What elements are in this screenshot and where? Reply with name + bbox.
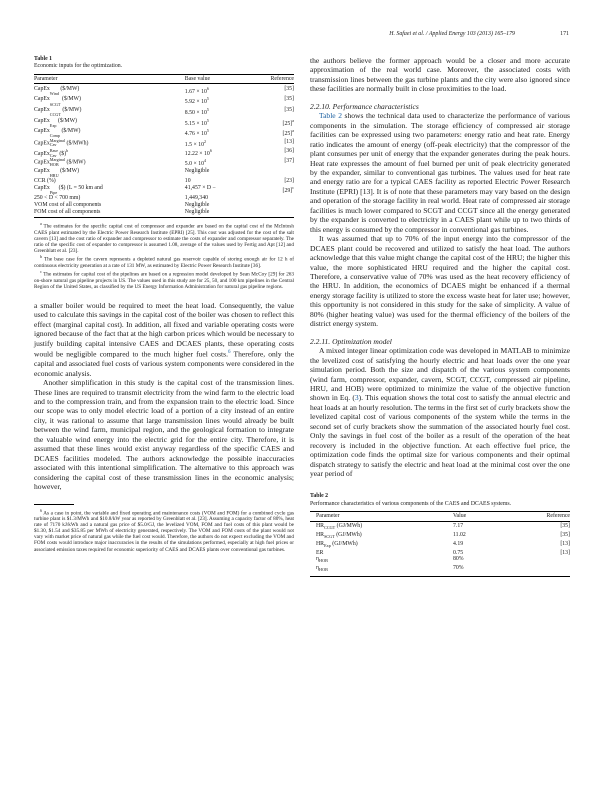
section-heading-optimization: 2.2.11. Optimization model <box>310 336 392 346</box>
param-main: FOM cost of all components <box>34 208 101 215</box>
table2-caption <box>310 493 570 508</box>
table1-parameter-cell <box>34 84 185 97</box>
value-text: 10 <box>184 178 191 185</box>
table1-value-cell <box>185 84 255 97</box>
left-paragraph-2: Another simplification in this study is the capital cost of the transmission lines. These lines are required to transmit electricity from the wind farm to the electric load and to the compression train, and from the expansion train to the electric load. Since our scope was to only model electric load of a portion of a city instead of an entire city, it was rational to assume that large transmission lines would already be built between the wind farm, municipal region, and the geological formation to integrate the valuable wind energy into the electric grid for the entire city. Therefore, it is assumed that these lines would exist anyway regardless of the specific CAES and DCAES facilities modeled. The authors acknowledge the possible inaccuracies associated with this intentional simplification. The alternative to this approach was considering the capital cost of these transmission lines in the economic analysis; however, <box>34 378 294 492</box>
param-subscript: Cav <box>49 152 57 158</box>
value-text: 8.50 × 10 <box>184 109 207 116</box>
table-row <box>310 532 570 541</box>
table1-reference-cell <box>255 107 294 118</box>
param-superscript: Base <box>49 148 58 154</box>
table2-value-cell: 11.02 <box>453 532 466 539</box>
table-row <box>34 185 294 196</box>
running-head <box>0 31 595 41</box>
value-exponent: 5 <box>206 96 209 102</box>
param-main: CapEx <box>34 85 50 92</box>
reference-link[interactable]: [23] <box>284 178 294 185</box>
table-row <box>34 158 294 168</box>
table-row <box>34 178 294 185</box>
param-subscript: CCGT <box>324 525 336 531</box>
table1-note-text: The estimates for the specific capital cost of compressor and expander are based on the capital cost of the McIntosh CAES plant estimated by the Electric Power Research Institute (EPRI) [25]. This cost was adjusted for the cost of the salt cavern [13] and the cost ratio of expander and compressor to estimate the costs of expander and compressor separately. The ratio of the specific cost of expander to compressor is assumed 1.08, average of the values used by Fertig and Apt [12] and Greenblatt et al. [23]. <box>34 223 294 255</box>
table-row <box>310 550 570 557</box>
right-paragraph-1 <box>310 111 570 234</box>
table1-reference-cell <box>255 84 294 97</box>
table2-reference-cell <box>523 565 570 576</box>
table2-parameter-cell <box>310 541 453 550</box>
table2-header-value: Value <box>453 512 523 522</box>
value-exponent: 2 <box>204 138 207 144</box>
reference-link[interactable]: [25] <box>282 131 293 138</box>
table-row <box>34 107 294 118</box>
table2-label: Table 2 <box>310 493 328 500</box>
value-exponent: 5 <box>206 107 209 113</box>
param-main: CapEx <box>34 159 50 166</box>
table1-note <box>34 221 294 254</box>
table1-parameter-cell <box>34 96 185 107</box>
table2-link[interactable]: Table 2 <box>319 111 342 121</box>
param-unit: ($/MW) <box>60 107 82 114</box>
table1-header-reference: Reference <box>255 74 294 84</box>
reference-link[interactable]: [35] <box>560 523 570 530</box>
table1-reference-cell <box>255 178 294 185</box>
param-unit: ($) (L = 50 km and <box>57 184 103 191</box>
table1-reference-cell <box>255 168 294 179</box>
table1-note-mark: b <box>40 254 42 260</box>
footnote-6-link[interactable]: 6 <box>227 350 231 356</box>
table1-notes <box>34 221 294 290</box>
table-row <box>310 521 570 532</box>
param-main: CCR (%) <box>34 178 56 185</box>
table1-value-cell <box>185 139 255 149</box>
value-exponent: 5 <box>206 128 209 134</box>
table1-reference-cell <box>255 185 294 196</box>
table1-value-cell <box>185 148 255 158</box>
value-exponent: 6 <box>209 148 212 154</box>
param-main: CapEx <box>34 107 50 114</box>
left-paragraph-1-text-b: Therefore, only the capital and associated fuel costs of various system components were considered in the economic analysis. <box>34 349 294 378</box>
reference-link[interactable]: [35] <box>284 85 294 92</box>
right-column <box>310 56 570 778</box>
reference-link[interactable]: [25] <box>282 120 293 127</box>
param-subscript: Wind <box>49 91 59 97</box>
value-text: 5.92 × 10 <box>184 99 207 106</box>
left-body-text <box>34 301 294 492</box>
value-text: Negligible <box>184 202 210 209</box>
param-main: CapEx <box>34 96 50 103</box>
table-row <box>310 565 570 576</box>
table2-header-reference: Reference <box>523 512 570 522</box>
param-main: CapEx <box>34 184 50 191</box>
table2-title: Performance characteristics of various components of the CAES and DCAES systems. <box>310 500 512 507</box>
param-main: HR <box>316 532 325 539</box>
table1-label: Table 1 <box>34 56 52 62</box>
table2-parameter-cell <box>310 550 453 557</box>
right-paragraph-2: It was assumed that up to 70% of the input energy into the compressor of the DCAES plant could be recovered and utilized to satisfy the heat load. The authors acknowledge that this value might change the capital cost of the HRU; the higher this value, the more sophisticated HRU required and the higher the capital cost. Therefore, a conservative value of 70% was used as the heat recovery efficiency of the HRU. In addition, the economics of DCAES might be enhanced if a thermal energy storage facility is utilized to store the excess waste heat for later use; however, this opportunity is not considered in this study for the sake of simplicity. A value of 80% (higher heating value) was used for the thermal efficiency of the boilers of the district energy system. <box>310 234 570 329</box>
param-main: CapEx <box>34 117 50 124</box>
right-paragraph-3-text-b: ). This equation shows the total cost to satisfy the annual electric and heat loads at an hourly resolution. The terms in the first set of curly brackets show the levelized capital cost of various components of the system while the terms in the second set of curly brackets show the summation of the associated hourly fuel cost. Only the savings in fuel cost of the boiler as a result of the operation of the heat recovery is included in the objective function. At each effective fuel price, the optimization code finds the optimal size for various components and their optimal dispatch strategy to satisfy the electric and heat load at the minimal cost over the one year period of <box>310 393 570 479</box>
table2-parameter-cell <box>310 565 453 576</box>
param-subscript: Exp <box>49 122 57 128</box>
table-row <box>34 128 294 139</box>
equation-3-link[interactable]: 3 <box>354 393 359 403</box>
value-text: 4.76 × 10 <box>184 131 207 138</box>
table1-header-value: Base value <box>185 74 255 84</box>
param-unit: ($) <box>57 151 67 158</box>
right-paragraph-1-text: shows the technical data used to characterize the performance of various components in the simulation. The storage efficiency of compressed air storage facilities can be expressed using two parameters: energy ratio and heat rate. Energy ratio indicates the amount of energy (off-peak electricity) that the compressor of the plant consumes per unit of energy that the expander generates during the peak hours. Heat rate expresses the amount of fuel burned per unit of peak electricity generated by the expander, similar to conventional gas turbines. The values used for heat rate and energy ratio are for a typical CAES facility as reported Electric Power Research Institute (EPRI) [13]. It is of note that these parameters may vary based on the design and operation of the storage facility in real world. Heat rate of compressed air storage facilities is much lower compared to SCGT and CCGT since all the energy generated by the expander is converted to electricity in a CAES plant while up to two thirds of this energy is consumed by the compressor in conventional gas turbines. <box>310 111 570 234</box>
reference-link[interactable]: [13] <box>560 540 570 547</box>
param-subscript: Cav <box>49 142 57 148</box>
param-subscript: CCGT <box>49 112 61 118</box>
footnote-rule <box>34 504 74 505</box>
table1-reference-cell <box>255 128 294 139</box>
table1-note-text: The base case for the cavern represents a depleted natural gas reservoir capable of storing enough air for 12 h of continuous electricity generation at a rate of 131 MW, as estimated by Electric Power Research Institute [36]. <box>34 256 294 269</box>
param-unit-note: b <box>66 148 69 154</box>
param-subscript: HRU <box>49 172 59 178</box>
table1-value-cell <box>185 168 255 179</box>
reference-link[interactable]: [36] <box>284 148 294 155</box>
table1-reference-cell <box>255 209 294 218</box>
param-main: HR <box>316 540 325 547</box>
table1-value-cell <box>185 195 255 202</box>
reference-note: c <box>292 184 294 190</box>
table1-reference-cell <box>255 148 294 158</box>
table1-note-mark: a <box>40 221 42 227</box>
reference-note: a <box>292 117 294 123</box>
param-script <box>50 139 65 148</box>
table1-note <box>34 254 294 269</box>
table2-body <box>310 521 570 576</box>
param-superscript: Marginal <box>49 137 66 143</box>
value-text: 1.67 × 10 <box>184 88 207 95</box>
right-paragraph-3 <box>310 346 570 478</box>
table-row <box>310 556 570 565</box>
left-paragraph-1 <box>34 301 294 378</box>
reference-link[interactable]: [35] <box>284 107 294 114</box>
reference-note: a <box>292 128 294 134</box>
table-row <box>34 202 294 209</box>
table-row <box>34 96 294 107</box>
param-main: CapEx <box>34 128 50 135</box>
table2-value-cell: 0.75 <box>453 549 464 556</box>
table1-caption <box>34 56 294 71</box>
reference-link[interactable]: [37] <box>284 158 294 165</box>
table-row <box>34 209 294 218</box>
param-subscript: SCGT <box>324 534 335 540</box>
table-row <box>34 148 294 158</box>
table-row <box>34 168 294 179</box>
table-row <box>34 118 294 129</box>
value-text: 12.22 × 10 <box>184 151 210 158</box>
param-main: ER <box>316 549 324 556</box>
table2-parameter-cell <box>310 521 453 532</box>
table2-header-parameter: Parameter <box>310 512 453 522</box>
table2-reference-cell <box>523 532 570 541</box>
param-unit: (GJ/MWh) <box>335 523 363 530</box>
table2 <box>310 511 570 576</box>
param-unit: (GJ/MWh) <box>334 532 362 539</box>
table1-value-cell <box>185 178 255 185</box>
param-main: CapEx <box>34 151 50 158</box>
param-script <box>50 158 65 167</box>
value-text: 5.15 × 10 <box>184 120 207 127</box>
param-main: VOM cost of all components <box>34 202 102 209</box>
table-row <box>34 84 294 97</box>
param-main: CapEx <box>34 140 50 147</box>
value-text: 41,457 × D − <box>184 184 216 191</box>
table1-value-cell <box>185 107 255 118</box>
param-unit: ($/MWh) <box>65 140 89 147</box>
table1-value-cell <box>185 118 255 129</box>
param-unit: ($/MW) <box>56 117 77 124</box>
value-text: Negligible <box>184 208 210 215</box>
table1-body <box>34 84 294 218</box>
table1-reference-cell <box>255 158 294 168</box>
table2-reference-cell <box>523 521 570 532</box>
param-subscript: HOB <box>49 161 59 167</box>
table1-parameter-cell <box>34 118 185 129</box>
param-unit: ($/MW) <box>58 85 80 92</box>
table-row <box>34 139 294 149</box>
footnote-6 <box>34 508 294 553</box>
param-unit: 250 < D < 700 mm) <box>34 195 81 202</box>
section-heading-performance: 2.2.10. Performance characteristics <box>310 101 419 111</box>
param-main: η <box>316 556 320 563</box>
table1-parameter-cell <box>34 158 185 168</box>
table1-note-text: The estimates for capital cost of the pipelines are based on a regression model developed by Sean McCoy [29] for 263 on-shore natural gas pipeline projects in US. The values used in this study are for 25, 50, and 100 km pipelines in the Central Region of the United States, as classified by the US Energy Information Administration for natural gas pipeline regions. <box>34 271 294 290</box>
param-unit: ($/MW) <box>60 128 81 135</box>
param-unit: (GJ/MWh) <box>330 540 358 547</box>
value-exponent: 5 <box>206 117 209 123</box>
table1-value-cell <box>185 158 255 168</box>
param-unit: ($/MW) <box>58 167 80 174</box>
param-unit: ($/MW) <box>60 96 81 103</box>
journal-citation: H. Safaei et al. / Applied Energy 103 (2013) 165–179 <box>389 31 515 37</box>
param-superscript: Marginal <box>49 157 66 163</box>
table1-reference-cell <box>255 139 294 149</box>
table1-parameter-cell <box>34 168 185 179</box>
reference-link[interactable]: [35] <box>284 96 294 103</box>
table1-parameter-cell <box>34 178 185 185</box>
footnote-6-mark: 6 <box>40 507 42 513</box>
footnote-6-text: As a case in point, the variable and fixed operating and maintenance costs (VOM and FOM) for a combined cycle gas turbine plant is $1.3/MWh and $10.8/kW year as reported by Greenblatt et al. [23]. Assuming a capacity factor of 80%, heat rate of 7170 kJ/kWh and a natural gas price of $5.0/GJ, the levelized VOM, FOM and fuel costs of this plant would be $1.30, $1.54 and $35.85 per MWh of electricity generated, respectively. The VOM and FOM costs of the plant would not vary with market price of natural gas while the fuel cost would. Therefore, the authors do not expect excluding the VOM and FOM costs would introduce major inaccuracies in the results of the simulations performed, especially at high fuel prices or associated emission taxes required for economic superiority of CAES and DCAES plants over conventional gas turbines. <box>34 510 294 553</box>
param-main: HR <box>316 523 325 530</box>
table2-reference-cell <box>523 556 570 565</box>
table1 <box>34 74 294 218</box>
table2-parameter-cell <box>310 532 453 541</box>
value-exponent: 6 <box>206 85 209 91</box>
table1-note-mark: c <box>40 269 42 275</box>
table1-reference-cell <box>255 195 294 202</box>
table1-reference-cell <box>255 202 294 209</box>
table1-header-parameter: Parameter <box>34 74 185 84</box>
table1-value-cell <box>185 128 255 139</box>
table1-reference-cell <box>255 118 294 129</box>
right-paragraph-3-text-a: A mixed integer linear optimization code was developed in MATLAB to minimize the levelized cost of satisfying the hourly electric and heat loads over the one year simulation period. Both the size and dispatch of the various system components (wind farm, compressor, expander, cavern, SCGT, CCGT, compressed air pipeline, HRU, and HOB) were optimized to minimize the value of the objective function shown in Eq. ( <box>310 346 570 403</box>
reference-link[interactable]: [13] <box>284 138 294 145</box>
table2-parameter-cell <box>310 556 453 565</box>
param-subscript: Exp <box>324 543 331 549</box>
table2-value-cell: 70% <box>453 565 523 576</box>
param-main: η <box>316 564 320 571</box>
table1-parameter-cell <box>34 209 185 218</box>
reference-link[interactable]: [29] <box>282 187 293 194</box>
table1-value-cell <box>185 185 255 196</box>
table2-reference-cell <box>523 541 570 550</box>
table-row <box>310 541 570 550</box>
value-text: 5.0 × 10 <box>184 161 205 168</box>
page-number: 171 <box>560 31 569 37</box>
param-main: CapEx <box>34 167 50 174</box>
param-subscript: HOB <box>319 567 328 573</box>
param-subscript: Pipe <box>49 190 58 196</box>
reference-link[interactable]: [13] <box>560 549 570 556</box>
table2-value-cell: 80% <box>453 556 464 563</box>
value-text: Negligible <box>184 167 210 174</box>
param-subscript: SCGT <box>49 101 61 107</box>
table1-parameter-cell <box>34 139 185 149</box>
table2-value-cell: 4.19 <box>453 540 464 547</box>
table1-note <box>34 269 294 290</box>
value-text: 1.5 × 10 <box>184 141 205 148</box>
table1-value-cell <box>185 202 255 209</box>
left-paragraph-1-text-a: a smaller boiler would be required to meet the heat load. Consequently, the value used to calculate this savings in the capital cost of the boiler was chosen to reflect this effect (marginal capital cost). In addition, all fixed and variable operating costs were ignored because of the fact that at the high carbon prices which would be necessary to justify building capital intensive CAES and DCAES plants, these operating costs would be negligible compared to the much higher fuel costs. <box>34 300 294 359</box>
table1-value-cell <box>185 96 255 107</box>
param-subscript: Comp <box>49 133 61 139</box>
right-body-text <box>310 56 570 478</box>
param-unit: ($/MW) <box>65 159 86 166</box>
left-column <box>34 56 294 778</box>
table2-reference-cell <box>523 550 570 557</box>
param-subscript: HOB <box>319 558 328 564</box>
value-exponent: 4 <box>204 158 207 164</box>
table1-value-cell <box>185 209 255 218</box>
table2-value-cell: 7.17 <box>453 523 464 530</box>
value-text: 1,449,340 <box>184 195 208 202</box>
table1-parameter-cell <box>34 202 185 209</box>
reference-link[interactable]: [35] <box>560 532 570 539</box>
table1-parameter-cell <box>34 107 185 118</box>
right-paragraph-0: the authors believe the former approach would be a closer and more accurate approximation of the real world case. Moreover, the associated costs with transmission lines between the gas turbine plants and the city were also ignored since these facilities are normally built in close proximities to the load. <box>310 56 570 94</box>
table1-reference-cell <box>255 96 294 107</box>
table1-parameter-cell <box>34 185 185 196</box>
table1-title: Economic inputs for the optimization. <box>34 63 123 70</box>
